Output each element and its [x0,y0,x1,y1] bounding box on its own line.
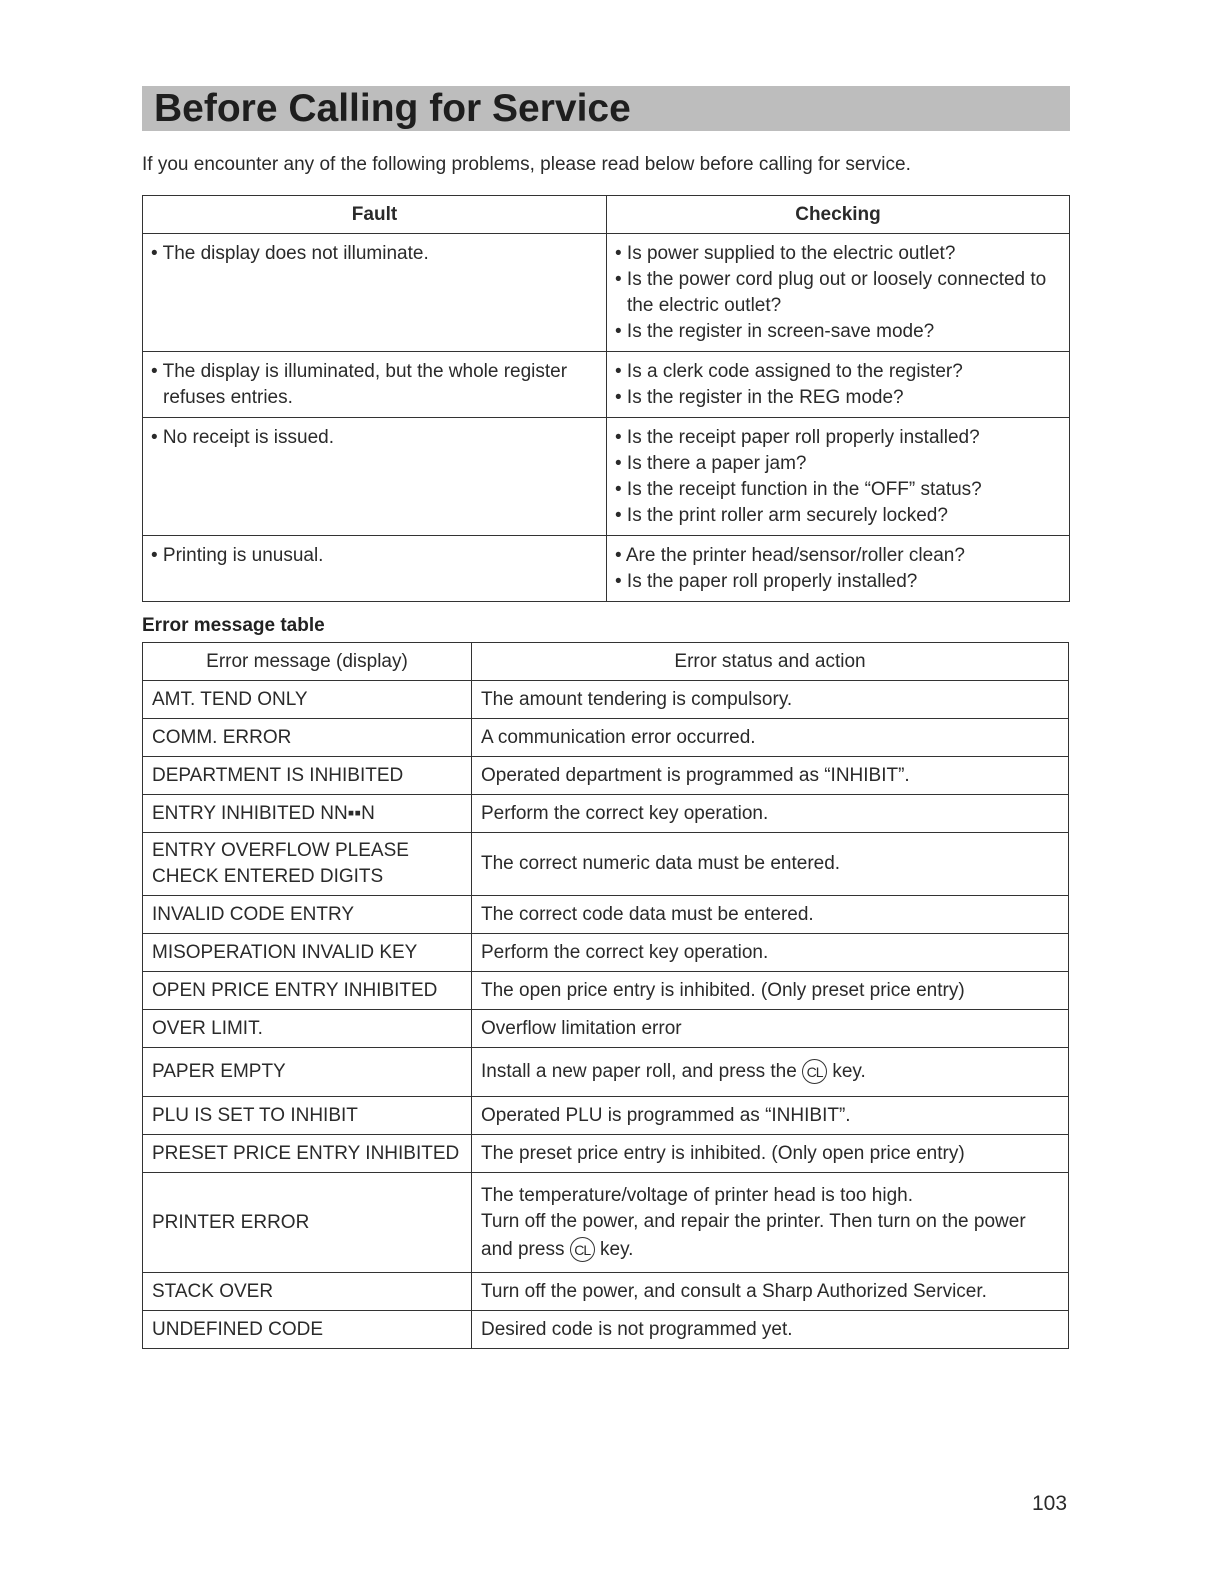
table-row [143,234,1070,352]
fault-text: • Printing is unusual. [151,545,324,566]
fault-text: • The display does not illuminate. [151,243,429,264]
checking-item: • Is the power cord plug out or loosely connected to the electric outlet? [615,269,1047,316]
checking-item: • Is the register in the REG mode? [615,387,904,408]
error-message: MISOPERATION INVALID KEY [152,941,418,963]
error-action-cell [472,681,1069,719]
fault-text: • No receipt is issued. [151,427,335,448]
error-action-cell [472,757,1069,795]
error-message: UNDEFINED CODE [152,1318,324,1340]
checking-item: • Is the paper roll properly installed? [615,571,918,592]
error-action-cell [472,1010,1069,1048]
checking-item: • Is the receipt paper roll properly installed? [615,427,980,448]
error-message: PAPER EMPTY [152,1061,286,1082]
table-row [143,418,1070,536]
error-message: INVALID CODE ENTRY [152,903,355,925]
table-row [143,1311,1069,1349]
error-message-table [142,642,1069,1349]
table-row [143,536,1070,602]
error-action: Operated department is programmed as “INHIBIT”. [481,764,910,786]
error-action: The correct numeric data must be entered. [481,853,841,874]
checking-item: • Is a clerk code assigned to the register? [615,361,963,382]
error-message-cell [143,1273,472,1311]
table-row [143,1273,1069,1311]
error-action: The amount tendering is compulsory. [481,688,793,710]
error-message-cell [143,1048,472,1097]
checking-item: • Is power supplied to the electric outlet? [615,243,956,264]
checking-cell [607,418,1070,536]
table-row [143,972,1069,1010]
error-message-cell [143,833,472,896]
error-message-cell [143,1311,472,1349]
fault-cell [143,536,607,602]
error-action: Desired code is not programmed yet. [481,1318,793,1340]
error-message-cell [143,757,472,795]
error-message: ENTRY OVERFLOW PLEASE [152,840,409,861]
error-action-cell [472,1135,1069,1173]
error-action: key. [600,1238,634,1260]
error-action-cell [472,795,1069,833]
error-message-cell [143,1010,472,1048]
error-message-cell [143,1097,472,1135]
error-message: PRESET PRICE ENTRY INHIBITED [152,1142,460,1164]
error-action-line [481,1237,1059,1263]
fault-cell [143,352,607,418]
error-message-cell [143,719,472,757]
error-action: Turn off the power, and consult a Sharp Authorized Servicer. [481,1280,987,1302]
error-action-cell [472,1097,1069,1135]
error-table-heading: Error message table [142,615,325,636]
error-message: ENTRY INHIBITED NN▪▪N [152,802,375,824]
error-message-cell [143,1173,472,1273]
error-action-cell [472,1173,1069,1273]
cl-key-icon: CL [802,1059,827,1084]
error-message-header: Error message (display) [143,643,472,681]
error-action-cell [472,934,1069,972]
checking-cell [607,234,1070,352]
table-row [143,352,1070,418]
error-action-cell [472,972,1069,1010]
checking-item: • Is the print roller arm securely locked? [615,505,948,526]
checking-cell [607,352,1070,418]
error-action-cell [472,1273,1069,1311]
error-message: DEPARTMENT IS INHIBITED [152,764,404,786]
error-action: The open price entry is inhibited. (Only preset price entry) [481,979,965,1001]
table-row [143,757,1069,795]
error-message-cell [143,1135,472,1173]
page-title: Before Calling for Service [154,87,631,130]
error-message: PRINTER ERROR [152,1211,310,1233]
error-action-header: Error status and action [472,643,1069,681]
checking-header: Checking [607,196,1070,234]
fault-header: Fault [143,196,607,234]
error-action: A communication error occurred. [481,726,756,748]
table-row [143,833,1069,896]
error-message: STACK OVER [152,1280,274,1302]
page-number: 103 [1032,1492,1068,1515]
fault-cell [143,234,607,352]
fault-cell [143,418,607,536]
error-message: AMT. TEND ONLY [152,688,308,710]
checking-item: • Is the register in screen-save mode? [615,321,935,342]
table-row [143,934,1069,972]
table-row [143,1173,1069,1273]
error-message-cell [143,934,472,972]
error-message-cell [143,681,472,719]
fault-table [142,195,1070,602]
checking-item: • Is the receipt function in the “OFF” status? [615,479,982,500]
error-action-cell [472,896,1069,934]
checking-cell [607,536,1070,602]
error-action-cell [472,1048,1069,1097]
intro-text: If you encounter any of the following problems, please read below before calling for service. [142,154,911,175]
error-message: COMM. ERROR [152,726,292,748]
error-action: Install a new paper roll, and press the [481,1061,797,1082]
error-message: PLU IS SET TO INHIBIT [152,1104,358,1126]
error-action: Turn off the power, and repair the printer. Then turn on the power [481,1210,1026,1232]
cl-key-icon: CL [570,1237,595,1262]
error-message-cell [143,972,472,1010]
table-row [143,1135,1069,1173]
table-row [143,1048,1069,1097]
error-message: OPEN PRICE ENTRY INHIBITED [152,979,438,1001]
error-action: and press [481,1238,565,1260]
error-action: The preset price entry is inhibited. (Only open price entry) [481,1142,965,1164]
table-row [143,1010,1069,1048]
error-message: OVER LIMIT. [152,1017,263,1039]
table-row [143,681,1069,719]
fault-table-header-row [143,196,1070,234]
error-action: key. [832,1061,866,1082]
error-action: Perform the correct key operation. [481,802,769,824]
title-bar [142,86,1070,131]
table-row [143,1097,1069,1135]
error-action: Perform the correct key operation. [481,941,769,963]
error-action-cell [472,1311,1069,1349]
error-action: Operated PLU is programmed as “INHIBIT”. [481,1104,851,1126]
error-action-cell [472,833,1069,896]
table-row [143,896,1069,934]
error-message: CHECK ENTERED DIGITS [152,866,384,887]
error-action-cell [472,719,1069,757]
error-table-header-row [143,643,1069,681]
table-row [143,795,1069,833]
error-action: The temperature/voltage of printer head is too high. [481,1184,913,1206]
error-action: The correct code data must be entered. [481,903,814,925]
checking-item: • Are the printer head/sensor/roller clean? [615,545,965,566]
table-row [143,719,1069,757]
error-message-cell [143,896,472,934]
error-message-cell [143,795,472,833]
checking-item: • Is there a paper jam? [615,453,807,474]
fault-text: • The display is illuminated, but the whole register refuses entries. [151,361,568,408]
error-action: Overflow limitation error [481,1017,682,1039]
